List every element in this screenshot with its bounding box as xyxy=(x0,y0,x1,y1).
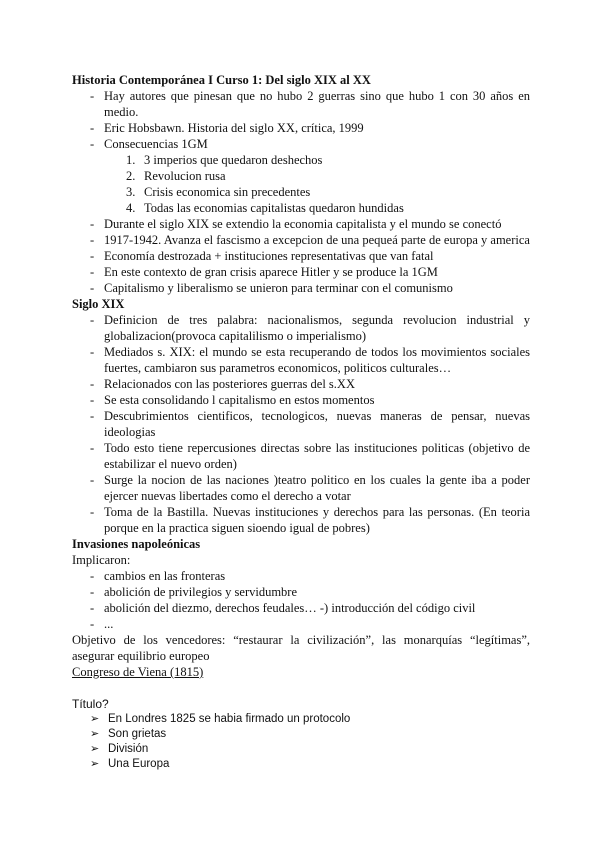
item-number: 1. xyxy=(126,153,136,167)
numbered-item xyxy=(72,152,530,168)
item-text: Son grietas xyxy=(108,728,167,740)
list-item: - Hay autores que pinesan que no hubo 2 guerras sino que hubo 1 con 30 años en medio. xyxy=(72,88,530,120)
congreso-heading: Congreso de Viena (1815) xyxy=(72,665,204,679)
list-item: - Mediados s. XIX: el mundo se esta recuperando de todos los movimientos sociales fuertes, cambiaron sus parametros economicos, politicos culturales… xyxy=(72,344,530,376)
list-item: - abolición del diezmo, derechos feudales… -) introducción del código civil xyxy=(72,600,530,616)
list-item xyxy=(72,727,530,742)
list-item: - En este contexto de gran crisis aparece Hitler y se produce la 1GM xyxy=(72,264,530,280)
list-item: - Toma de la Bastilla. Nuevas instituciones y derechos para las personas. (En teoria porque en la practica siguen sioendo igual de pobres) xyxy=(72,504,530,536)
item-text: Una Europa xyxy=(108,758,170,770)
list-item: - Eric Hobsbawn. Historia del siglo XX, crítica, 1999 xyxy=(72,120,530,136)
item-text: Revolucion rusa xyxy=(144,169,226,183)
list-item: - Durante el siglo XIX se extendio la economia capitalista y el mundo se conectó xyxy=(72,216,530,232)
list-item: - Capitalismo y liberalismo se unieron para terminar con el comunismo xyxy=(72,280,530,296)
numbered-item xyxy=(72,184,530,200)
implicaron-list xyxy=(72,568,530,632)
arrow-bullet-icon: ➢ xyxy=(90,743,100,755)
document-page xyxy=(72,72,530,772)
document-title: Historia Contemporánea I Curso 1: Del siglo XIX al XX xyxy=(72,73,371,87)
item-text: División xyxy=(108,743,149,755)
list-item xyxy=(72,757,530,772)
list-item: - abolición de privilegios y servidumbre xyxy=(72,584,530,600)
list-item xyxy=(72,742,530,757)
consecuencias-list xyxy=(72,152,530,216)
intro-list xyxy=(72,88,530,152)
arrow-bullet-icon: ➢ xyxy=(90,728,100,740)
item-text: 3 imperios que quedaron deshechos xyxy=(144,153,323,167)
item-number: 3. xyxy=(126,185,136,199)
arrow-bullet-icon: ➢ xyxy=(90,713,100,725)
list-item xyxy=(72,712,530,727)
objetivo-paragraph: Objetivo de los vencedores: “restaurar la civilización”, las monarquías “legítimas”, asegurar equilibrio europeo xyxy=(72,633,530,663)
invasiones-heading: Invasiones napoleónicas xyxy=(72,537,201,551)
implicaron-label: Implicaron: xyxy=(72,553,131,567)
list-item: - Se esta consolidando l capitalismo en estos momentos xyxy=(72,392,530,408)
list-item: - Consecuencias 1GM xyxy=(72,136,530,152)
titulo-label: Título? xyxy=(72,697,109,711)
blank-line xyxy=(72,680,530,696)
list-item: - Descubrimientos cientificos, tecnologicos, nuevas maneras de pensar, nuevas ideologias xyxy=(72,408,530,440)
arrow-list xyxy=(72,712,530,772)
item-text: Crisis economica sin precedentes xyxy=(144,185,311,199)
list-item: - Relacionados con las posteriores guerras del s.XX xyxy=(72,376,530,392)
list-item: - Economía destrozada + instituciones representativas que van fatal xyxy=(72,248,530,264)
item-number: 2. xyxy=(126,169,136,183)
siglo-heading: Siglo XIX xyxy=(72,297,125,311)
numbered-item xyxy=(72,200,530,216)
list-item: - Definicion de tres palabra: nacionalismos, segunda revolucion industrial y globalizacion(provoca capitalilismo o imperialismo) xyxy=(72,312,530,344)
list-item: - ... xyxy=(72,616,530,632)
numbered-item xyxy=(72,168,530,184)
after-list xyxy=(72,216,530,296)
list-item: - Surge la nocion de las naciones )teatro politico en los cuales la gente iba a poder ejercer nuevas libertades como el derecho a votar xyxy=(72,472,530,504)
list-item: - Todo esto tiene repercusiones directas sobre las instituciones politicas (objetivo de estabilizar el nuevo orden) xyxy=(72,440,530,472)
item-text: Todas las economias capitalistas quedaron hundidas xyxy=(144,201,404,215)
list-item: - 1917-1942. Avanza el fascismo a excepcion de una pequeá parte de europa y america xyxy=(72,232,530,248)
siglo-list xyxy=(72,312,530,536)
item-number: 4. xyxy=(126,201,136,215)
arrow-bullet-icon: ➢ xyxy=(90,758,100,770)
list-item: - cambios en las fronteras xyxy=(72,568,530,584)
item-text: En Londres 1825 se habia firmado un protocolo xyxy=(108,713,351,725)
